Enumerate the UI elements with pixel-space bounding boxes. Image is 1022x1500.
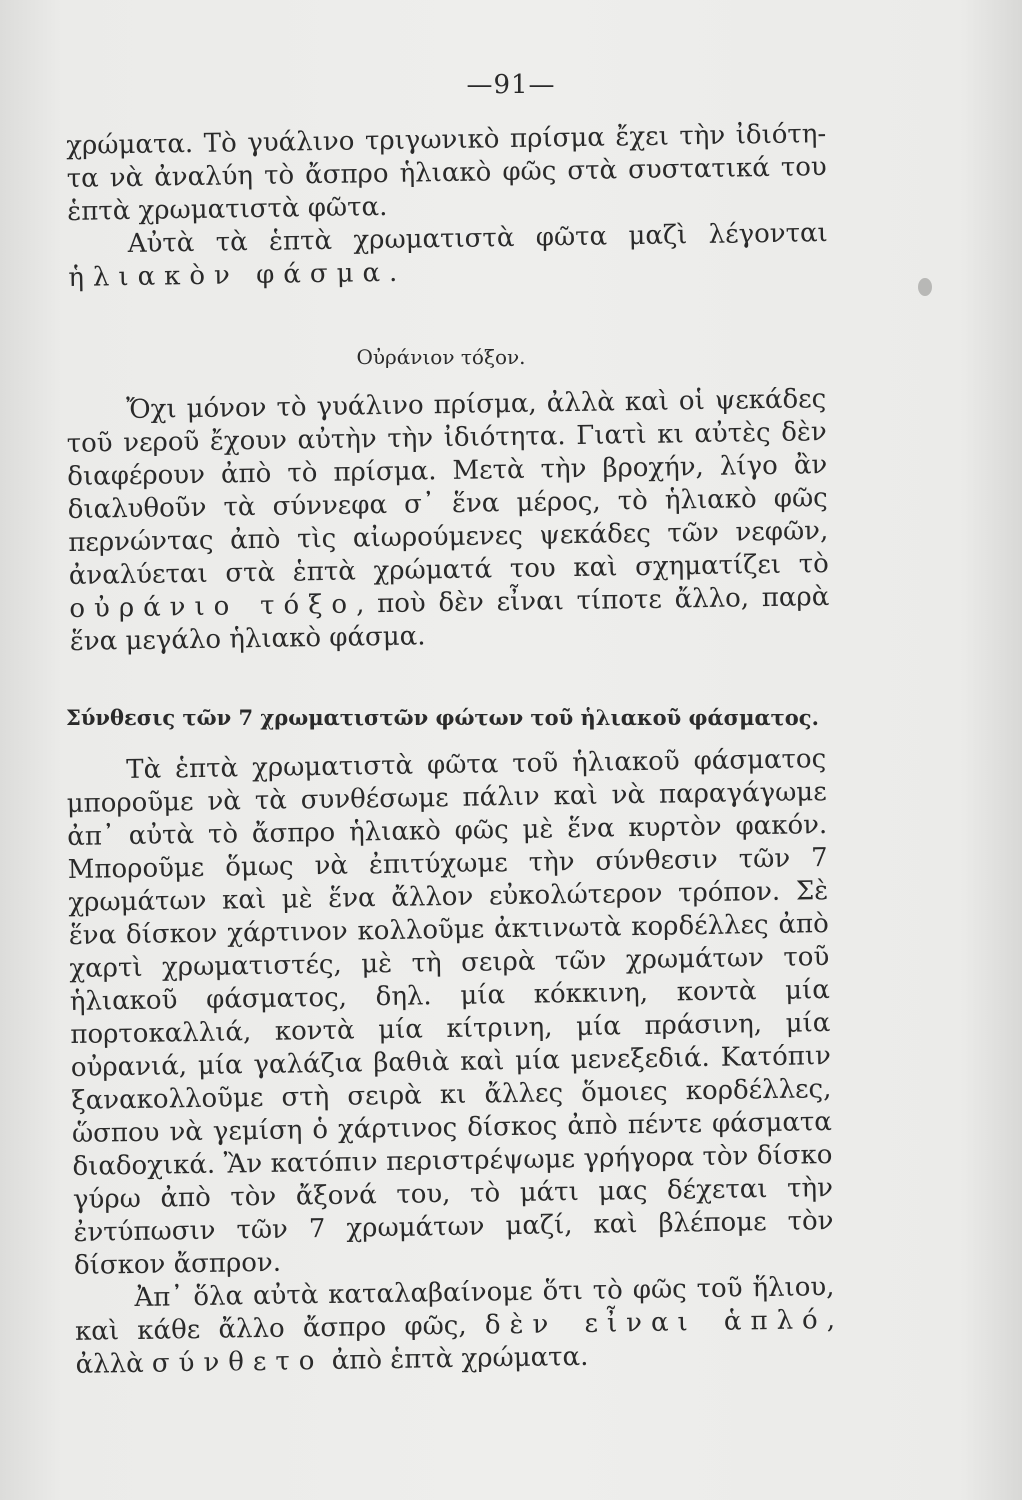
composite-term: σύνθετο bbox=[151, 1346, 324, 1379]
rainbow-paragraph bbox=[66, 383, 830, 659]
solar-spectrum-term: ἡλιακὸν φάσμα bbox=[68, 257, 390, 293]
conclusion-mid: , ἀλλὰ bbox=[75, 1304, 836, 1380]
rainbow-text-suffix: , ποὺ δὲν εἶναι τίποτε ἄλλο, παρὰ ἕνα μεγάλο ἡλιακὸ φάσμα. bbox=[69, 582, 830, 657]
rainbow-term: οὐράνιο τόξο bbox=[69, 589, 357, 624]
conclusion-prefix: Ἀπ᾽ ὅλα αὐτὰ καταλαβαίνομε ὅτι τὸ φῶς τοῦ ἥλιου, καὶ κάθε ἄλλο ἄσπρο φῶς, bbox=[74, 1271, 835, 1347]
rainbow-text-prefix: Ὄχι μόνον τὸ γυάλινο πρίσμα, ἀλλὰ καὶ οἱ ψεκάδες τοῦ νεροῦ ἔχουν αὐτὴν τὴν ἰδιότητα. Γιατὶ κι αὐτὲς δὲν διαφέρουν ἀπὸ τὸ πρίσμα. Μετὰ τὴν βροχήν, λίγο ἂν διαλυθοῦν τὰ σύννεφα σ᾽ ἕνα μέρος, τὸ ἡλιακὸ φῶς περνώντας ἀπὸ τὶς αἰωρούμενες ψεκάδες τῶν νεφῶν, ἀναλύεται στὰ ἑπτὰ χρώματά του καὶ σχηματίζει τὸ bbox=[66, 384, 829, 591]
synthesis-paragraph-1: Τὰ ἑπτὰ χρωματιστὰ φῶτα τοῦ ἡλιακοῦ φάσματος μποροῦμε νὰ τὰ συνθέσωμε πάλιν καὶ νὰ παραγάγωμε ἀπ᾽ αὐτὰ τὸ ἄσπρο ἡλιακὸ φῶς μὲ ἕνα κυρτὸν φακόν. Μποροῦμε ὅμως νὰ ἐπιτύχωμε τὴν σύνθεσιν τῶν 7 χρωμάτων καὶ μὲ ἕνα ἄλλον εὐκολώτερον τρόπον. Σὲ ἕνα δίσκον χάρτινον κολλοῦμε ἀκτινωτὰ κορδέλλες ἀπὸ χαρτὶ χρωματιστές, μὲ τὴ σειρὰ τῶν χρωμάτων τοῦ ἡλιακοῦ φάσματος, δηλ. μία κόκκινη, κοντὰ μία πορτοκαλλιά, κοντὰ μία κίτρινη, μία πράσινη, μία οὐρανιά, μία γαλάζια βαθιὰ καὶ μία μενεξεδιά. Κατόπιν ξανακολλοῦμε στὴ σειρὰ κι ἄλλες ὅμοιες κορδέλλες, ὥσπου νὰ γεμίση ὁ χάρτινος δίσκος ἀπὸ πέντε φάσματα διαδοχικά. Ἂν κατόπιν περιστρέψωμε γρήγορα τὸν δίσκο γύρω ἀπὸ τὸν ἄξονά του, τὸ μάτι μας δέχεται τὴν ἐντύπωσιν τῶν 7 χρωμάτων μαζί, καὶ βλέπομε τὸν δίσκον ἄσπρον. bbox=[66, 744, 834, 1281]
intro-paragraph bbox=[66, 118, 828, 295]
conclusion-suffix: ἀπὸ ἑπτὰ χρώματα. bbox=[323, 1341, 589, 1377]
not-simple-term: δὲν εἶναι ἁπλό bbox=[484, 1305, 827, 1341]
synthesis-paragraphs bbox=[66, 743, 836, 1382]
paper-smudge bbox=[918, 278, 932, 296]
intro-line-2-prefix: Αὐτὰ τὰ ἑπτὰ χρωματιστὰ φῶτα μαζὶ λέγονται bbox=[127, 218, 828, 260]
intro-line-1: χρώματα. Τὸ γυάλινο τριγωνικὸ πρίσμα ἔχει τὴν ἰδιότη-τα νὰ ἀναλύη τὸ ἄσπρο ἡλιακὸ φῶς στὰ συστατικά του ἑπτὰ χρωματιστὰ φῶτα. bbox=[66, 119, 827, 227]
intro-line-2-suffix: . bbox=[388, 257, 398, 288]
synthesis-paragraph-2 bbox=[74, 1271, 835, 1382]
rainbow-heading: Οὐράνιον τόξον. bbox=[356, 345, 526, 369]
page-number: —91— bbox=[466, 70, 556, 100]
synthesis-heading: Σύνθεσις τῶν 7 χρωματιστῶν φώτων τοῦ ἡλιακοῦ φάσματος. bbox=[66, 705, 819, 730]
